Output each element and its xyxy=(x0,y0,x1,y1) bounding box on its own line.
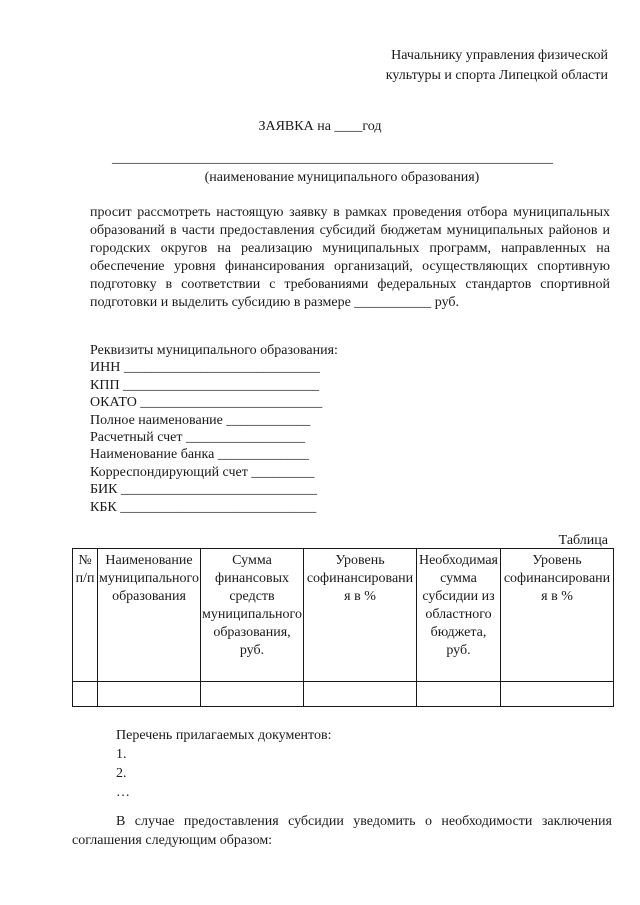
requisite-account: Расчетный счет _________________ xyxy=(90,430,306,446)
header-cell-municipal-funds: Сумма финансовых средств муниципального образования, руб. xyxy=(201,549,304,682)
documents-heading: Перечень прилагаемых документов: xyxy=(116,728,332,743)
table-cell xyxy=(98,682,201,707)
attached-documents xyxy=(116,726,331,802)
header-cell-number: № п/п xyxy=(73,549,98,682)
addressee-line: Начальнику управления физической xyxy=(391,48,608,63)
requisite-bank-name: Наименование банка _____________ xyxy=(90,447,309,463)
addressee-line: культуры и спорта Липецкой области xyxy=(385,68,608,83)
requisite-corr-account: Корреспондирующий счет _________ xyxy=(90,464,315,480)
document-title: ЗАЯВКА на ____год xyxy=(258,119,382,134)
addressee-block xyxy=(386,46,608,86)
request-text: просит рассмотреть настоящую заявку в рамках проведения отбора муниципальных образований в части предоставления субсидий бюджетам муниципальных районов и городских округов на реализацию муниципальных программ, направленных на обеспечение уровня финансирования организаций, осуществляющих спортивную подготовку в соответствии с требованиями федеральных стандартов спортивной подготовки и выделить субсидию в размере ___________ руб. xyxy=(90,205,610,310)
header-cell-cofinancing-level: Уровень софинансирования в % xyxy=(501,549,614,682)
table-cell xyxy=(501,682,614,707)
table-caption: Таблица xyxy=(558,533,608,548)
header-cell-cofinancing-level: Уровень софинансирования в % xyxy=(304,549,417,682)
document-list-item: 2. xyxy=(116,766,127,781)
table-row xyxy=(73,682,614,707)
requisites-block xyxy=(90,342,338,516)
table-header-row xyxy=(73,549,614,682)
final-text: В случае предоставления субсидии уведомить о необходимости заключения соглашения следующим образом: xyxy=(72,814,612,848)
requisite-full-name: Полное наименование ____________ xyxy=(90,412,311,428)
requisite-okato: ОКАТО __________________________ xyxy=(90,395,323,411)
table-cell xyxy=(304,682,417,707)
requisites-heading: Реквизиты муниципального образования: xyxy=(90,343,338,358)
requisite-kbk: КБК ____________________________ xyxy=(90,499,317,515)
municipality-blank-line: _______________________________________________________________ xyxy=(112,151,553,166)
header-cell-required-subsidy: Необходимая сумма субсидии из областного бюджета, руб. xyxy=(417,549,501,682)
requisite-inn: ИНН ____________________________ xyxy=(90,360,320,376)
table-cell xyxy=(201,682,304,707)
municipality-caption: (наименование муниципального образования) xyxy=(204,170,480,185)
document-list-item: … xyxy=(116,785,130,800)
request-paragraph xyxy=(90,204,610,312)
requisite-bik: БИК ____________________________ xyxy=(90,482,317,498)
final-paragraph xyxy=(72,812,612,850)
subsidy-table xyxy=(72,548,614,707)
requisite-kpp: КПП ____________________________ xyxy=(90,377,320,393)
table-cell xyxy=(417,682,501,707)
header-cell-municipality: Наименование муниципального образования xyxy=(98,549,201,682)
document-list-item: 1. xyxy=(116,747,127,762)
table-cell xyxy=(73,682,98,707)
